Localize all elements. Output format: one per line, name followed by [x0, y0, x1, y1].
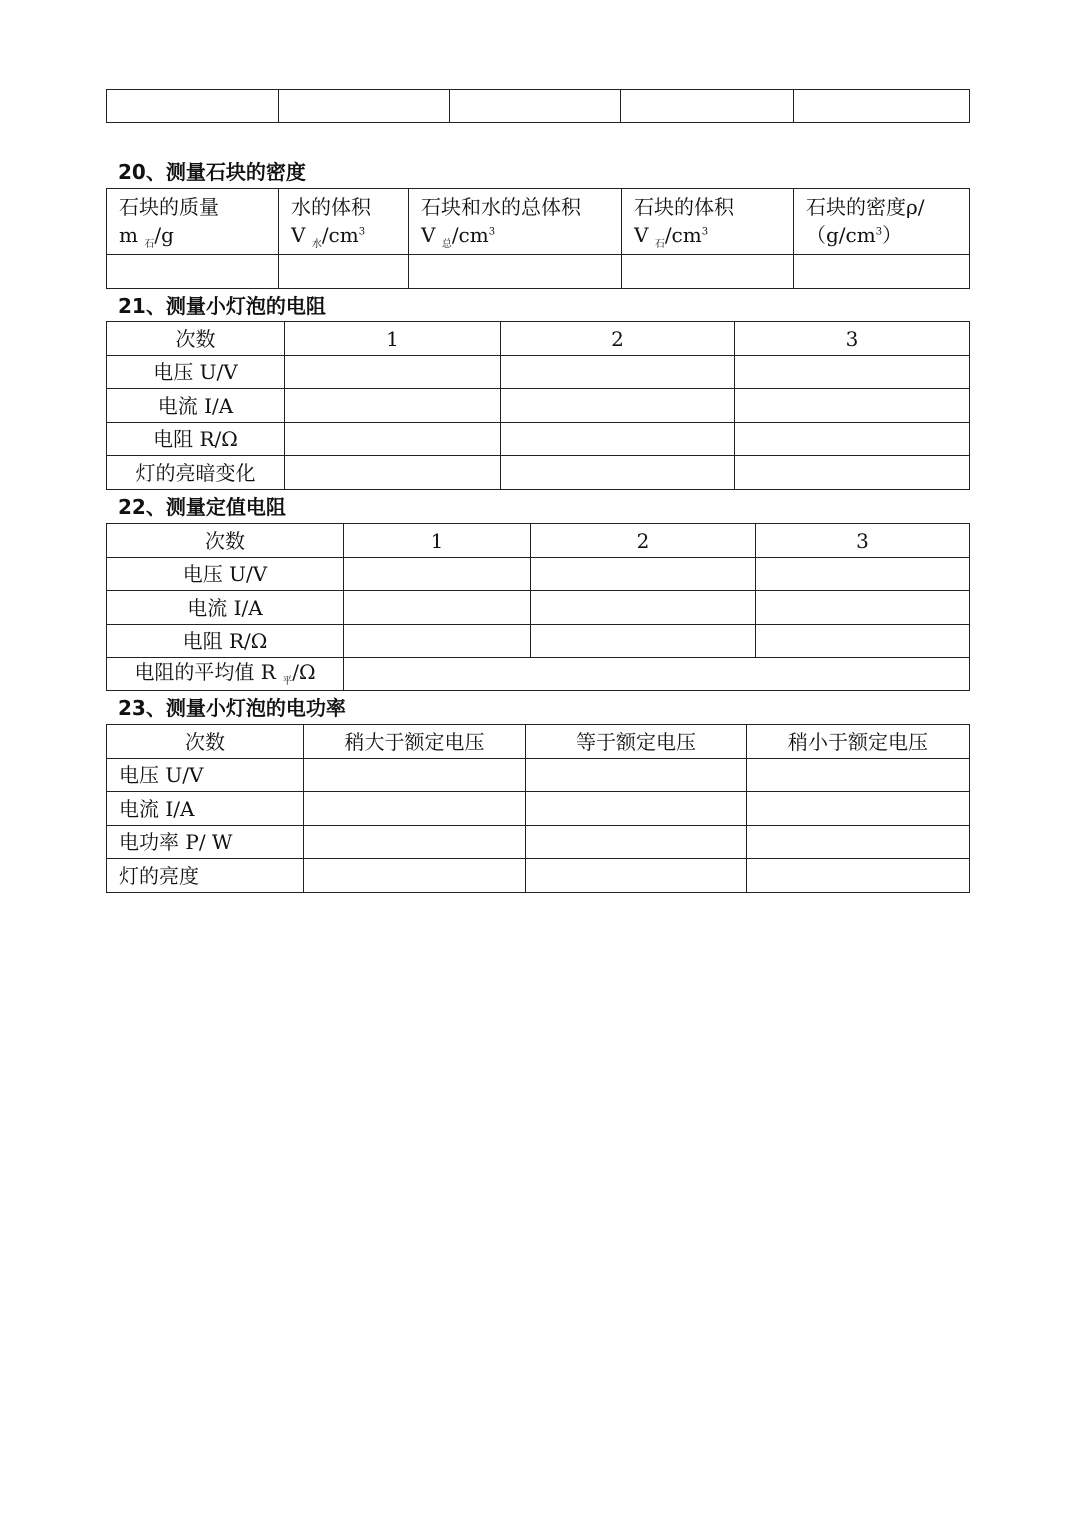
table-row — [107, 859, 970, 893]
table-row — [107, 658, 970, 691]
empty-cell — [344, 658, 970, 691]
empty-cell — [344, 558, 531, 591]
empty-cell — [794, 90, 970, 123]
header-trial-3: 3 — [756, 524, 970, 558]
empty-cell — [747, 759, 970, 792]
empty-cell — [747, 859, 970, 893]
table-row — [107, 826, 970, 859]
fixed-resistance-table — [106, 523, 970, 691]
empty-cell — [531, 558, 756, 591]
table-row — [107, 558, 970, 591]
table-row — [107, 792, 970, 826]
empty-cell — [526, 792, 747, 826]
empty-cell — [279, 255, 409, 289]
header-stone-density: 石块的密度ρ/ $(g/cm^3)$ — [794, 189, 970, 255]
table-row — [107, 90, 970, 123]
table-row — [107, 356, 970, 389]
row-label-resistance: 电阻 R/Ω — [107, 423, 285, 456]
row-label-brightness: 灯的亮度 — [107, 859, 304, 893]
section-title-22: 22、测量定值电阻 — [118, 495, 286, 519]
section-title-23: 23、测量小灯泡的电功率 — [118, 696, 346, 720]
table-row — [107, 591, 970, 625]
row-label-power: 电功率 P/ W — [107, 826, 304, 859]
empty-cell — [526, 826, 747, 859]
section-title-21: 21、测量小灯泡的电阻 — [118, 294, 326, 318]
empty-cell — [450, 90, 621, 123]
header-count: 次数 — [107, 725, 304, 759]
empty-cell — [735, 456, 970, 490]
empty-cell — [107, 90, 279, 123]
empty-cell — [344, 625, 531, 658]
header-stone-volume: 石块的体积 V $_石/cm^3$ — [622, 189, 794, 255]
header-above-rated: 稍大于额定电压 — [304, 725, 526, 759]
header-trial-1: 1 — [285, 322, 501, 356]
row-label-voltage: 电压 U/V — [107, 759, 304, 792]
row-label-current: 电流 I/A — [107, 792, 304, 826]
empty-cell — [285, 389, 501, 423]
empty-cell — [501, 389, 735, 423]
empty-cell — [501, 423, 735, 456]
empty-cell — [735, 389, 970, 423]
table-header-row — [107, 322, 970, 356]
table-header-row — [107, 189, 970, 255]
header-water-volume: 水的体积 V $_水/cm^3$ — [279, 189, 409, 255]
header-total-volume: 石块和水的总体积 V $_总/cm^3$ — [409, 189, 622, 255]
header-count: 次数 — [107, 524, 344, 558]
empty-cell — [304, 759, 526, 792]
table-row — [107, 625, 970, 658]
row-label-voltage: 电压 U/V — [107, 558, 344, 591]
row-label-brightness-change: 灯的亮暗变化 — [107, 456, 285, 490]
empty-cell — [756, 625, 970, 658]
table-row — [107, 759, 970, 792]
empty-cell — [344, 591, 531, 625]
empty-cell — [622, 255, 794, 289]
table-row — [107, 456, 970, 490]
header-trial-3: 3 — [735, 322, 970, 356]
table-header-row — [107, 524, 970, 558]
row-label-voltage: 电压 U/V — [107, 356, 285, 389]
empty-cell — [531, 591, 756, 625]
header-trial-2: 2 — [531, 524, 756, 558]
empty-cell — [526, 859, 747, 893]
empty-cell — [501, 356, 735, 389]
empty-cell — [279, 90, 450, 123]
empty-cell — [756, 591, 970, 625]
empty-cell — [304, 792, 526, 826]
empty-cell — [756, 558, 970, 591]
stone-density-table — [106, 188, 970, 289]
table-header-row — [107, 725, 970, 759]
bulb-resistance-table — [106, 321, 970, 490]
empty-cell — [285, 456, 501, 490]
header-stone-mass: 石块的质量 m $_石$/g — [107, 189, 279, 255]
empty-cell — [526, 759, 747, 792]
table-row — [107, 423, 970, 456]
empty-cell — [747, 826, 970, 859]
header-below-rated: 稍小于额定电压 — [747, 725, 970, 759]
row-label-current: 电流 I/A — [107, 389, 285, 423]
empty-cell — [107, 255, 279, 289]
empty-cell — [747, 792, 970, 826]
empty-cell — [621, 90, 794, 123]
empty-cell — [285, 423, 501, 456]
empty-cell — [304, 859, 526, 893]
empty-cell — [409, 255, 622, 289]
empty-cell — [735, 423, 970, 456]
header-trial-2: 2 — [501, 322, 735, 356]
section-title-20: 20、测量石块的密度 — [118, 160, 306, 184]
row-label-average-resistance: 电阻的平均值 R $_平$/Ω — [107, 658, 344, 691]
row-label-current: 电流 I/A — [107, 591, 344, 625]
empty-cell — [531, 625, 756, 658]
empty-cell — [304, 826, 526, 859]
bulb-power-table — [106, 724, 970, 893]
top-partial-table — [106, 89, 970, 123]
table-row — [107, 255, 970, 289]
row-label-resistance: 电阻 R/Ω — [107, 625, 344, 658]
header-trial-1: 1 — [344, 524, 531, 558]
empty-cell — [735, 356, 970, 389]
empty-cell — [285, 356, 501, 389]
empty-cell — [501, 456, 735, 490]
header-equal-rated: 等于额定电压 — [526, 725, 747, 759]
table-row — [107, 389, 970, 423]
header-count: 次数 — [107, 322, 285, 356]
empty-cell — [794, 255, 970, 289]
